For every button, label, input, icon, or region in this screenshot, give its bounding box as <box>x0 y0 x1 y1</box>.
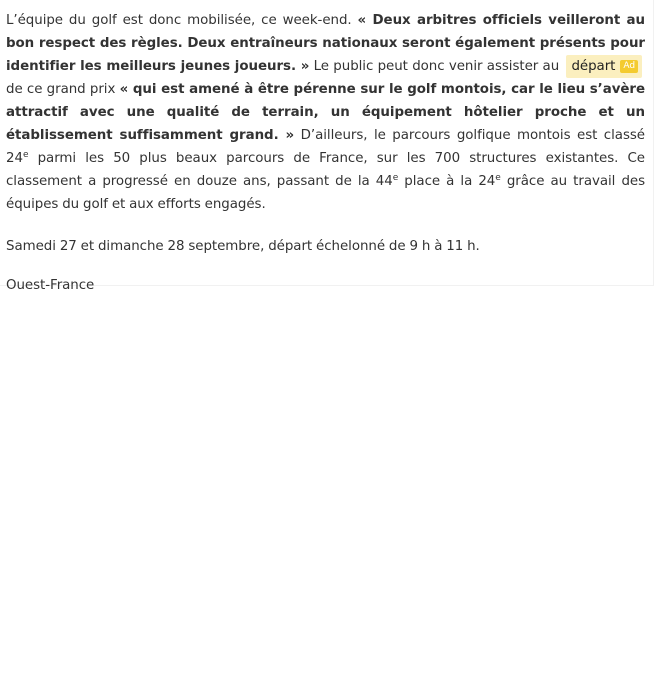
article-source: Ouest-France <box>6 278 95 293</box>
superscript-e: e <box>22 150 29 160</box>
ad-keyword-label: départ <box>571 59 616 74</box>
ranking-text-4: grâce au travail des équipes du golf et aux efforts engagés. <box>6 174 646 212</box>
intro-text: L’équipe du golf est donc mobilisée, ce week-end. <box>6 13 358 28</box>
superscript-e: e <box>495 173 501 183</box>
ad-badge: Ad <box>620 60 638 73</box>
main-paragraph <box>6 9 645 216</box>
article-body <box>0 0 654 293</box>
quote-venue: « qui est amené à être pérenne sur le golf montois, car le lieu s’avère attractif avec une qualité de terrain, un équipement hôtelier proche et un établissement suffisamment grand. » <box>6 82 645 143</box>
grand-prix-text: de ce grand prix <box>6 82 120 97</box>
public-text: Le public peut donc venir assister au <box>309 59 564 74</box>
ranking-text-1: D’ailleurs, le parcours golfique montois est classé 24 <box>6 128 645 166</box>
ranking-text-2: parmi les 50 plus beaux parcours de France, sur les 700 structures existantes. Ce classement a progressé en douze ans, passant de la 44 <box>6 151 645 189</box>
superscript-e: e <box>392 173 399 183</box>
ranking-text-3: place à la 24 <box>398 174 496 189</box>
ad-keyword-link[interactable] <box>566 55 642 78</box>
quote-referees: « Deux arbitres officiels veilleront au bon respect des règles. Deux entraîneurs nationaux seront également présents pour identifier les meilleurs jeunes joueurs. » <box>6 13 645 74</box>
event-date-line: Samedi 27 et dimanche 28 septembre, départ échelonné de 9 h à 11 h. <box>6 239 480 254</box>
